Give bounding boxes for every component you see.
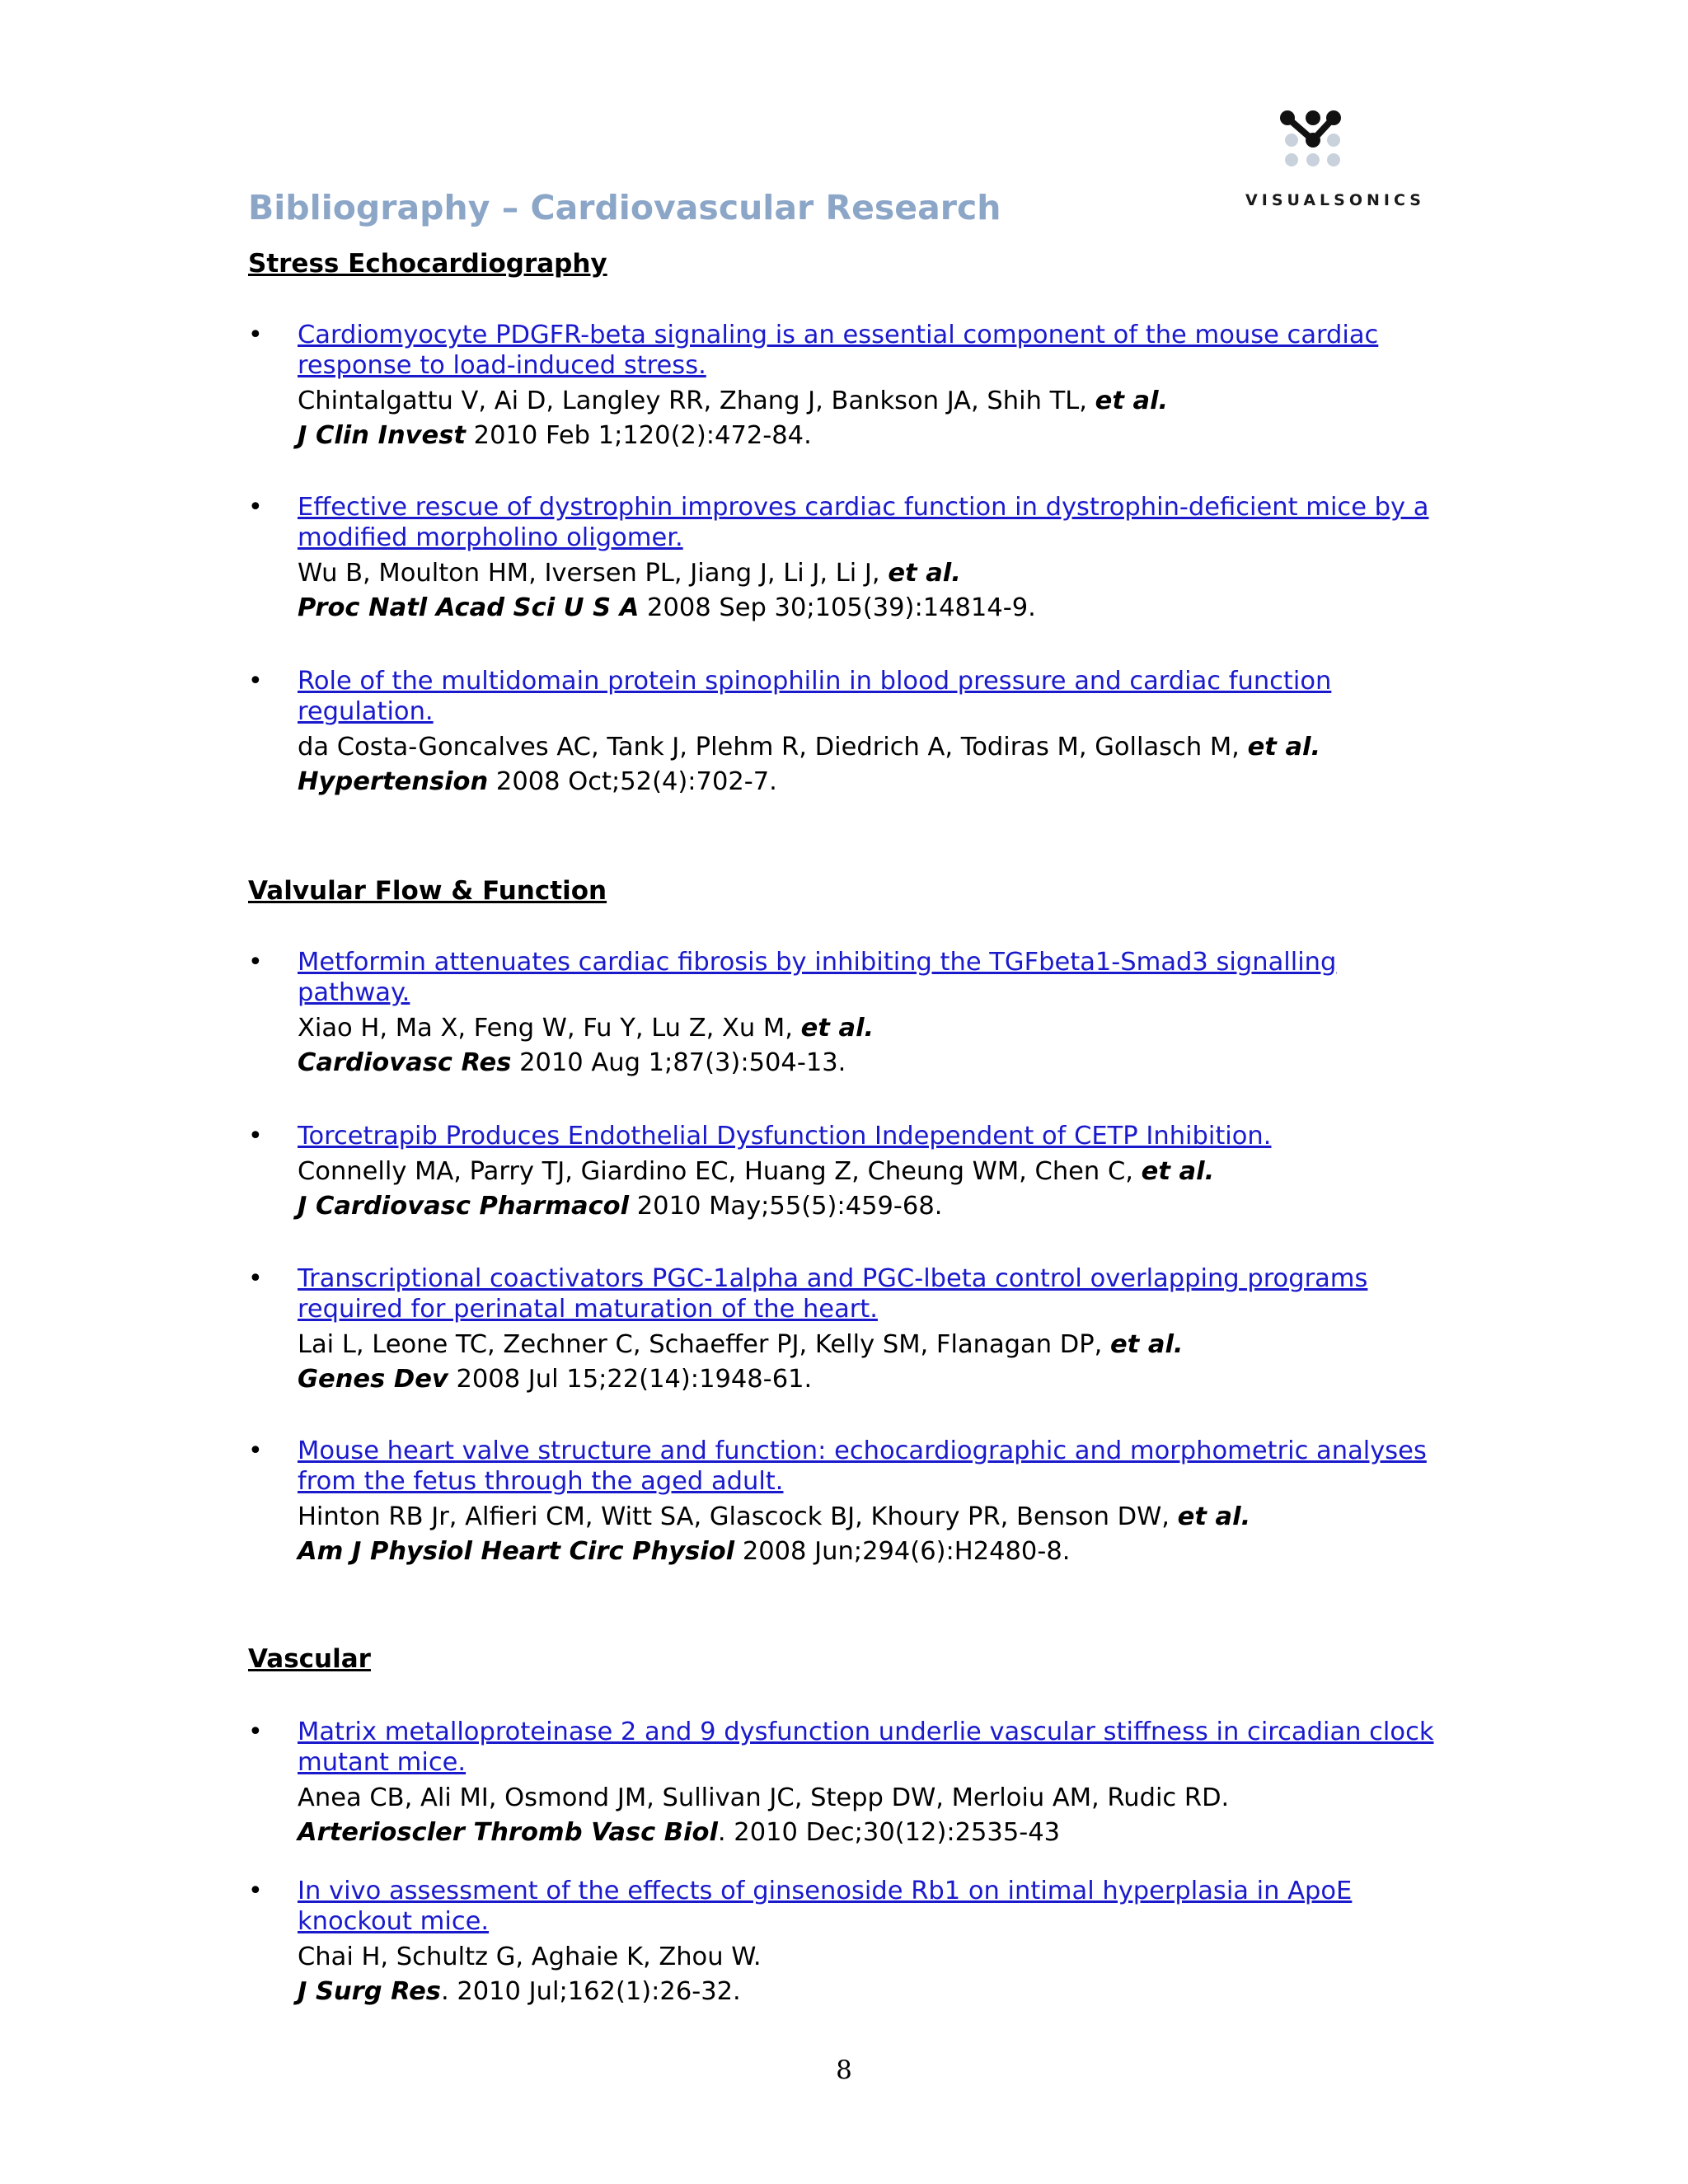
article-citation: Arterioscler Thromb Vasc Biol. 2010 Dec;30(12):2535-43 xyxy=(298,1818,1061,1847)
article-citation: Proc Natl Acad Sci U S A 2008 Sep 30;105(39):14814-9. xyxy=(298,593,1036,622)
article-title-link[interactable]: Metformin attenuates cardiac fibrosis by inhibiting the TGFbeta1-Smad3 signalling pathway. xyxy=(298,948,1337,1007)
article-title-link[interactable]: Transcriptional coactivators PGC-1alpha and PGC-lbeta control overlapping programs required for perinatal maturation of the heart. xyxy=(298,1264,1368,1324)
bullet-icon: • xyxy=(248,1122,263,1151)
journal-name: Am J Physiol Heart Circ Physiol xyxy=(298,1537,735,1566)
article-authors: Connelly MA, Parry TJ, Giardino EC, Huang Z, Cheung WM, Chen C, et al. xyxy=(298,1157,1215,1186)
page-number: 8 xyxy=(836,2055,852,2085)
article-citation: J Cardiovasc Pharmacol 2010 May;55(5):459-68. xyxy=(298,1192,943,1221)
article-authors: da Costa-Goncalves AC, Tank J, Plehm R, Diedrich A, Todiras M, Gollasch M, et al. xyxy=(298,733,1321,762)
article-authors: Lai L, Leone TC, Zechner C, Schaeffer PJ, Kelly SM, Flanagan DP, et al. xyxy=(298,1330,1184,1359)
article-title-link[interactable]: Torcetrapib Produces Endothelial Dysfunction Independent of CETP Inhibition. xyxy=(298,1122,1272,1151)
article-title-link[interactable]: Role of the multidomain protein spinophilin in blood pressure and cardiac function regulation. xyxy=(298,667,1332,726)
journal-name: Genes Dev xyxy=(298,1365,448,1394)
article-authors: Anea CB, Ali MI, Osmond JM, Sullivan JC, Stepp DW, Merloiu AM, Rudic RD. xyxy=(298,1783,1230,1812)
journal-name: J Cardiovasc Pharmacol xyxy=(298,1192,630,1221)
journal-name: Hypertension xyxy=(298,767,489,796)
logo-text: VISUALSONICS xyxy=(1245,191,1425,209)
page-title: Bibliography – Cardiovascular Research xyxy=(248,188,1001,227)
article-authors: Xiao H, Ma X, Feng W, Fu Y, Lu Z, Xu M, et al. xyxy=(298,1014,874,1043)
bullet-icon: • xyxy=(248,1436,263,1465)
article-citation: J Surg Res. 2010 Jul;162(1):26-32. xyxy=(298,1977,741,2006)
visualsonics-logo-icon xyxy=(1240,105,1430,188)
journal-name: Cardiovasc Res xyxy=(298,1048,512,1077)
article-title-link[interactable]: In vivo assessment of the effects of ginsenoside Rb1 on intimal hyperplasia in ApoE knockout mice. xyxy=(298,1877,1353,1936)
article-title-link[interactable]: Cardiomyocyte PDGFR-beta signaling is an essential component of the mouse cardiac response to load-induced stress. xyxy=(298,321,1379,380)
bullet-icon: • xyxy=(248,948,263,977)
article-citation: Hypertension 2008 Oct;52(4):702-7. xyxy=(298,767,777,796)
section-heading-stress-echocardiography: Stress Echocardiography xyxy=(248,249,607,279)
article-citation: Cardiovasc Res 2010 Aug 1;87(3):504-13. xyxy=(298,1048,846,1077)
article-title-link[interactable]: Mouse heart valve structure and function: echocardiographic and morphometric analyses from the fetus through the aged adult. xyxy=(298,1436,1427,1496)
article-title-link[interactable]: Effective rescue of dystrophin improves cardiac function in dystrophin-deficient mice by a modified morpholino oligomer. xyxy=(298,493,1429,552)
article-authors: Hinton RB Jr, Alfieri CM, Witt SA, Glascock BJ, Khoury PR, Benson DW, et al. xyxy=(298,1502,1251,1531)
bullet-icon: • xyxy=(248,321,263,349)
bullet-icon: • xyxy=(248,667,263,696)
article-citation: J Clin Invest 2010 Feb 1;120(2):472-84. xyxy=(298,421,812,450)
bullet-icon: • xyxy=(248,493,263,522)
article-authors: Chintalgattu V, Ai D, Langley RR, Zhang J, Bankson JA, Shih TL, et al. xyxy=(298,387,1169,415)
journal-name: Proc Natl Acad Sci U S A xyxy=(298,593,640,622)
article-citation: Genes Dev 2008 Jul 15;22(14):1948-61. xyxy=(298,1365,813,1394)
section-heading-valvular-flow-function: Valvular Flow & Function xyxy=(248,876,607,906)
journal-name: J Surg Res xyxy=(298,1977,441,2006)
journal-name: J Clin Invest xyxy=(298,421,466,450)
article-title-link[interactable]: Matrix metalloproteinase 2 and 9 dysfunction underlie vascular stiffness in circadian clock mutant mice. xyxy=(298,1718,1434,1777)
bullet-icon: • xyxy=(248,1264,263,1293)
visualsonics-logo xyxy=(1240,105,1430,213)
article-authors: Wu B, Moulton HM, Iversen PL, Jiang J, Li J, Li J, et al. xyxy=(298,559,961,588)
article-citation: Am J Physiol Heart Circ Physiol 2008 Jun;294(6):H2480-8. xyxy=(298,1537,1071,1566)
article-authors: Chai H, Schultz G, Aghaie K, Zhou W. xyxy=(298,1943,762,1971)
section-heading-vascular: Vascular xyxy=(248,1644,371,1674)
bullet-icon: • xyxy=(248,1877,263,1905)
bullet-icon: • xyxy=(248,1718,263,1746)
journal-name: Arterioscler Thromb Vasc Biol xyxy=(298,1818,718,1847)
